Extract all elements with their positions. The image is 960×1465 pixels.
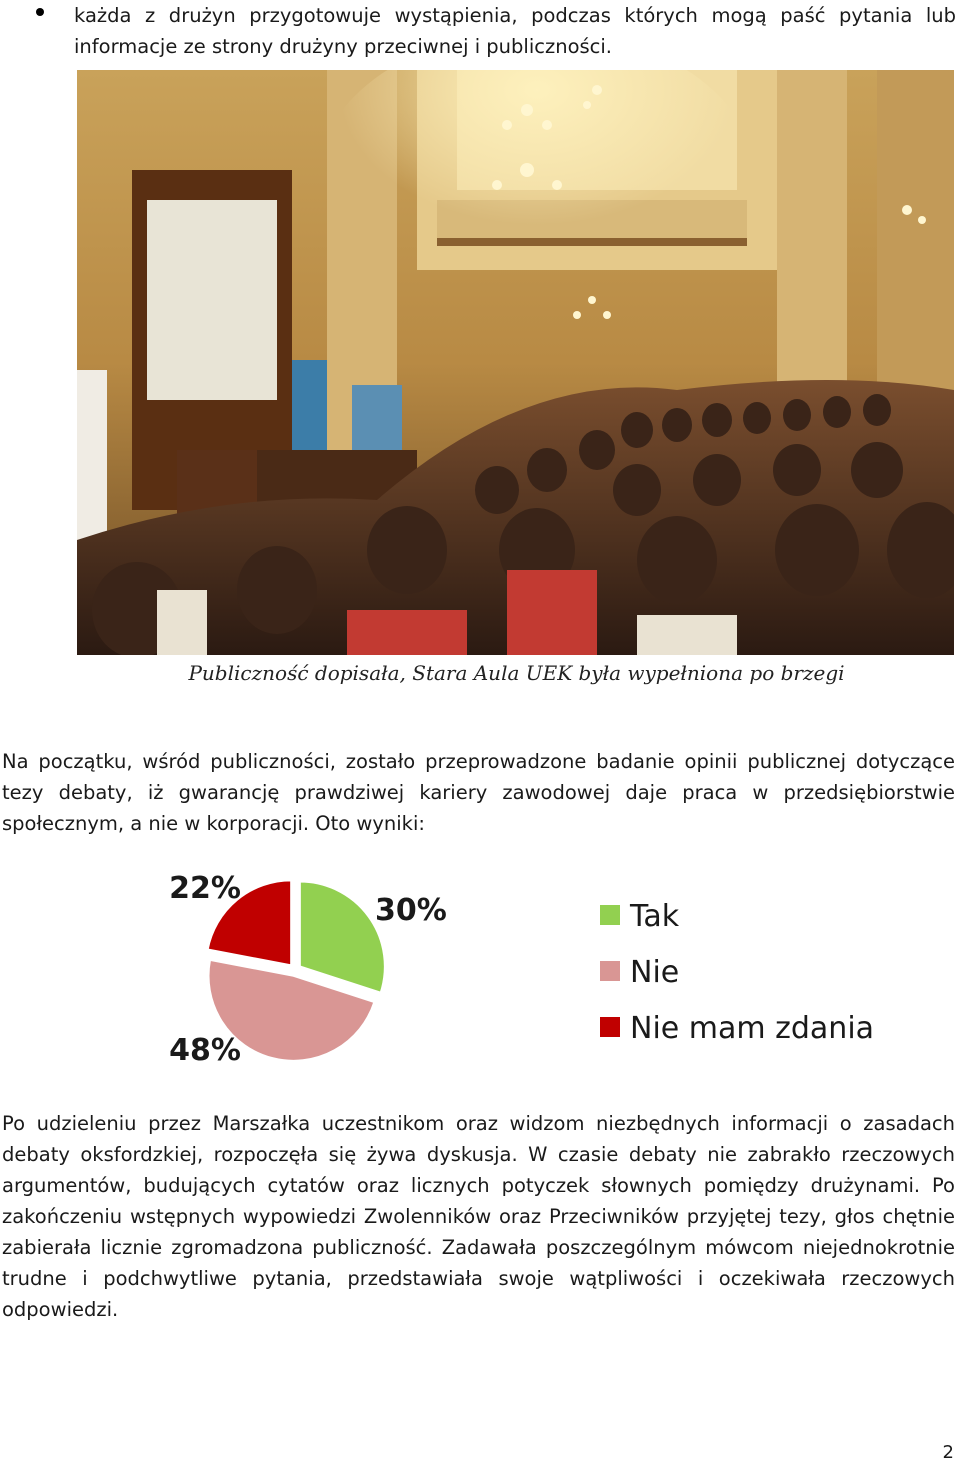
debate-paragraph: Po udzieleniu przez Marszałka uczestnikom oraz widzom niezbędnych informacji o zasadach debaty oksfordzkiej, rozpoczęła się żywa dyskusja. W czasie debaty nie zabrakło rzeczowych argumentów, budujących cytatów oraz licznych potyczek słownych pomiędzy drużynami. Po zakończeniu wstępnych wypowiedzi Zwolenników oraz Przeciwników przyjętej tezy, głos chętnie zabierała licznie zgromadzona publiczność. Zadawała poszczególnym mówcom niejednokrotnie trudne i podchwytliwe pytania, przedstawiała swoje wątpliwości i oczekiwała rzeczowych odpowiedzi. xyxy=(2,1112,955,1321)
survey-pie-chart xyxy=(160,860,920,1080)
legend-label: Tak xyxy=(630,899,680,934)
legend-label: Nie mam zdania xyxy=(630,1011,875,1046)
pie-data-label: 48% xyxy=(169,1033,241,1068)
page-number: 2 xyxy=(942,1442,954,1463)
pie-chart-svg xyxy=(160,860,920,1080)
intro-paragraph: Na początku, wśród publiczności, zostało przeprowadzone badanie opinii publicznej dotyczące tezy debaty, iż gwarancję prawdziwej kariery zawodowej daje praca w przedsiębiorstwie społecznym, a nie w korporacji. Oto wyniki: xyxy=(2,750,955,835)
pie-slice-tak xyxy=(300,881,385,992)
pie-data-label: 22% xyxy=(169,871,241,906)
legend-swatch xyxy=(600,961,620,981)
bullet-icon xyxy=(36,8,44,16)
audience-photo xyxy=(77,70,954,655)
photo-caption: Publiczność dopisała, Stara Aula UEK była wypełniona po brzegi xyxy=(188,661,845,685)
pie-data-label: 30% xyxy=(375,893,447,928)
bullet-text: każda z drużyn przygotowuje wystąpienia, podczas których mogą paść pytania lub informacje ze strony drużyny przeciwnej i publiczności. xyxy=(74,4,956,58)
audience-photo-illustration xyxy=(77,70,954,655)
legend-swatch xyxy=(600,1017,620,1037)
legend-label: Nie xyxy=(630,955,680,990)
legend-swatch xyxy=(600,905,620,925)
